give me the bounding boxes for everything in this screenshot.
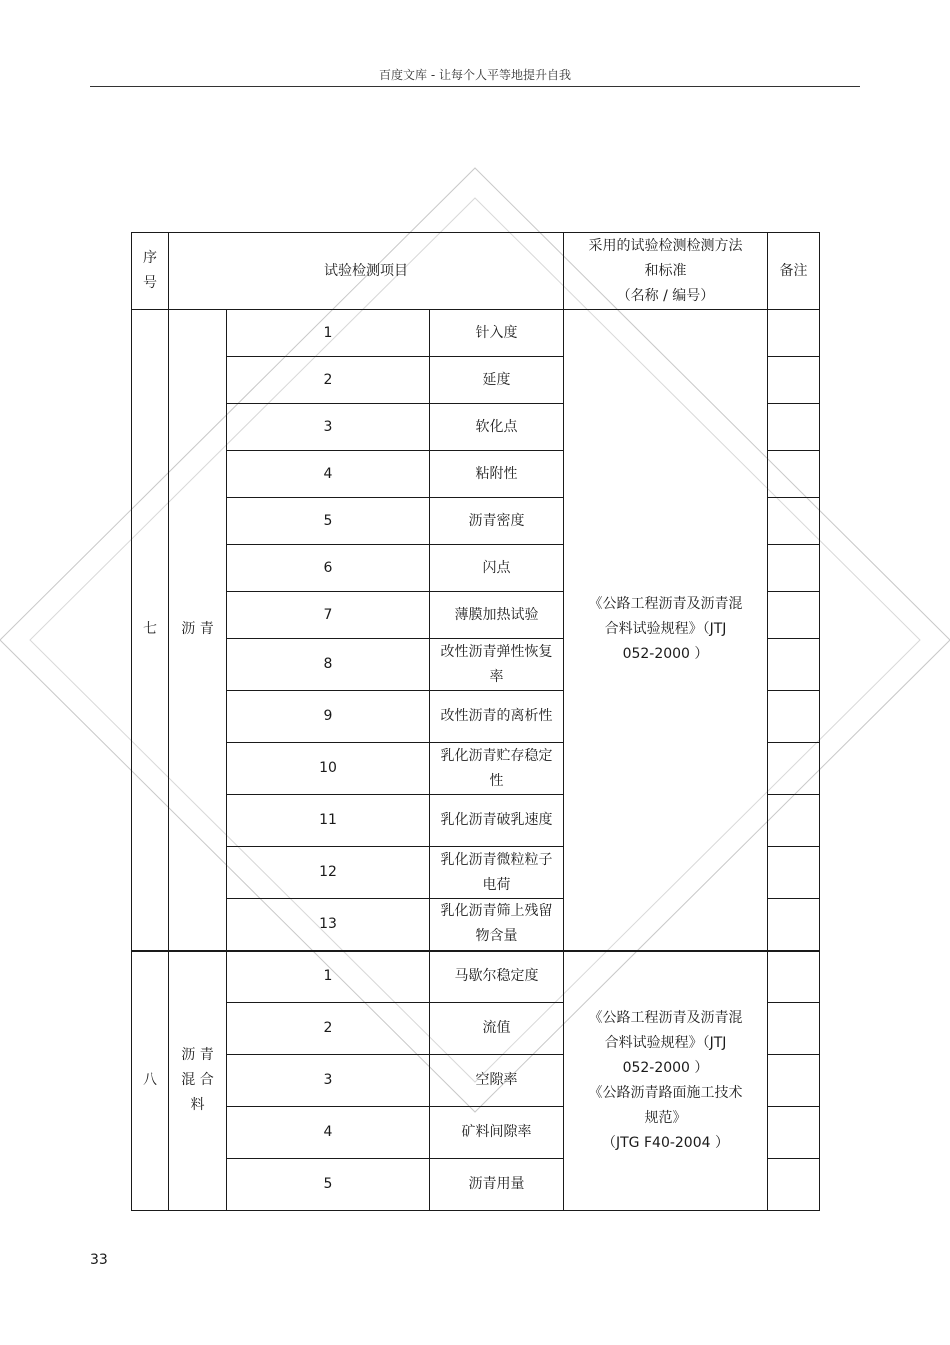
row-note bbox=[768, 545, 820, 592]
table-row bbox=[132, 951, 820, 1003]
row-item-name: 沥青密度 bbox=[430, 498, 564, 545]
row-note bbox=[768, 1107, 820, 1159]
row-number: 4 bbox=[227, 1107, 430, 1159]
row-number: 12 bbox=[227, 847, 430, 899]
row-note bbox=[768, 951, 820, 1003]
row-item-name: 乳化沥青破乳速度 bbox=[430, 795, 564, 847]
row-item-name: 乳化沥青微粒粒子电荷 bbox=[430, 847, 564, 899]
row-number: 2 bbox=[227, 357, 430, 404]
row-number: 10 bbox=[227, 743, 430, 795]
row-note bbox=[768, 1055, 820, 1107]
row-item-name: 乳化沥青筛上残留物含量 bbox=[430, 899, 564, 951]
section-category: 沥 青 混 合 料 bbox=[169, 951, 227, 1211]
header-method: 采用的试验检测检测方法 和标准 （名称 / 编号） bbox=[564, 233, 768, 310]
row-number: 11 bbox=[227, 795, 430, 847]
row-number: 13 bbox=[227, 899, 430, 951]
row-item-name: 乳化沥青贮存稳定性 bbox=[430, 743, 564, 795]
row-item-name: 沥青用量 bbox=[430, 1159, 564, 1211]
row-item-name: 延度 bbox=[430, 357, 564, 404]
row-item-name: 空隙率 bbox=[430, 1055, 564, 1107]
row-item-name: 改性沥青的离析性 bbox=[430, 691, 564, 743]
row-number: 9 bbox=[227, 691, 430, 743]
header-divider bbox=[90, 86, 860, 87]
row-number: 7 bbox=[227, 592, 430, 639]
header-note: 备注 bbox=[768, 233, 820, 310]
row-number: 3 bbox=[227, 404, 430, 451]
row-note bbox=[768, 1003, 820, 1055]
row-note bbox=[768, 592, 820, 639]
row-note bbox=[768, 310, 820, 357]
row-item-name: 软化点 bbox=[430, 404, 564, 451]
header-seq: 序 号 bbox=[132, 233, 169, 310]
row-number: 4 bbox=[227, 451, 430, 498]
row-number: 5 bbox=[227, 1159, 430, 1211]
section-method: 《公路工程沥青及沥青混 合料试验规程》（JTJ 052-2000 ） bbox=[564, 310, 768, 951]
row-note bbox=[768, 899, 820, 951]
row-item-name: 矿料间隙率 bbox=[430, 1107, 564, 1159]
section-category: 沥 青 bbox=[169, 310, 227, 951]
row-item-name: 马歇尔稳定度 bbox=[430, 951, 564, 1003]
row-number: 2 bbox=[227, 1003, 430, 1055]
row-item-name: 粘附性 bbox=[430, 451, 564, 498]
row-note bbox=[768, 795, 820, 847]
section-method: 《公路工程沥青及沥青混 合料试验规程》（JTJ 052-2000 ） 《公路沥青路面施工技术 规范》 （JTG F40-2004 ） bbox=[564, 951, 768, 1211]
row-note bbox=[768, 498, 820, 545]
row-note bbox=[768, 451, 820, 498]
row-number: 3 bbox=[227, 1055, 430, 1107]
row-note bbox=[768, 691, 820, 743]
row-number: 8 bbox=[227, 639, 430, 691]
table-row bbox=[132, 310, 820, 357]
row-number: 1 bbox=[227, 951, 430, 1003]
row-item-name: 针入度 bbox=[430, 310, 564, 357]
row-number: 6 bbox=[227, 545, 430, 592]
row-note bbox=[768, 847, 820, 899]
section-seq: 八 bbox=[132, 951, 169, 1211]
row-number: 5 bbox=[227, 498, 430, 545]
row-note bbox=[768, 743, 820, 795]
table-header-row bbox=[132, 233, 820, 310]
header-item: 试验检测项目 bbox=[169, 233, 564, 310]
row-note bbox=[768, 1159, 820, 1211]
row-item-name: 薄膜加热试验 bbox=[430, 592, 564, 639]
row-note bbox=[768, 357, 820, 404]
row-item-name: 流值 bbox=[430, 1003, 564, 1055]
row-item-name: 改性沥青弹性恢复率 bbox=[430, 639, 564, 691]
page-header: 百度文库 - 让每个人平等地提升自我 bbox=[379, 68, 571, 82]
page-number: 33 bbox=[90, 1252, 108, 1268]
section-seq: 七 bbox=[132, 310, 169, 951]
row-item-name: 闪点 bbox=[430, 545, 564, 592]
row-note bbox=[768, 639, 820, 691]
row-number: 1 bbox=[227, 310, 430, 357]
row-note bbox=[768, 404, 820, 451]
test-items-table bbox=[131, 232, 820, 1211]
